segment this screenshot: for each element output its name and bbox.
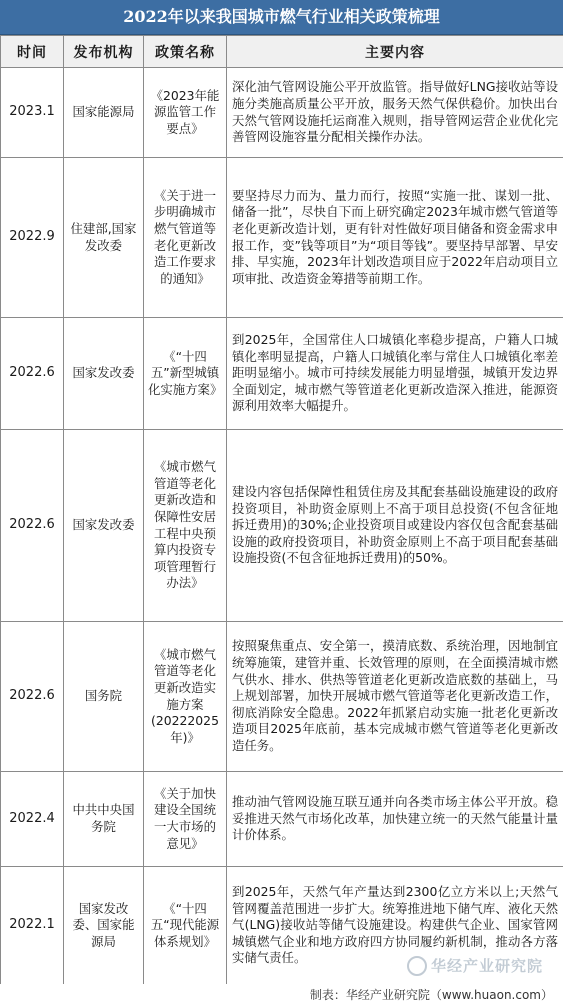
policy-table xyxy=(0,35,563,985)
cell-org: 国家能源局 xyxy=(64,68,144,158)
cell-org: 中共中央国务院 xyxy=(64,772,144,867)
cell-content: 建设内容包括保障性租赁住房及其配套基础设施建设的政府投资项目，补助资金原则上不高于项目总投资(不包含征地拆迁费用)的30%;企业投资项目或建设内容仅包含配套基础设施的政府投资项目，补助资金原则上不高于项目配套基础设施投资(不包含征地拆迁费用)的50%。 xyxy=(227,430,563,622)
cell-time: 2022.9 xyxy=(1,158,64,318)
cell-time: 2023.1 xyxy=(1,68,64,158)
table-header-row xyxy=(1,36,563,68)
header-content: 主要内容 xyxy=(227,36,563,68)
cell-policy-name: 《“十四五”新型城镇化实施方案》 xyxy=(144,318,227,430)
cell-policy-name: 《“十四五“现代能源体系规划》 xyxy=(144,867,227,985)
cell-org: 国家发改委 xyxy=(64,430,144,622)
cell-org: 国家发改委、国家能源局 xyxy=(64,867,144,985)
footer-source: 制表：华经产业研究院（www.huaon.com） xyxy=(0,984,563,1006)
cell-policy-name: 《2023年能源监管工作要点》 xyxy=(144,68,227,158)
cell-content: 到2025年，全国常住人口城镇化率稳步提高，户籍人口城镇化率明显提高，户籍人口城镇化率与常住人口城镇化率差距明显缩小。城市可持续发展能力明显增强，城镇开发边界全面划定，城市燃气等管道老化更新改造深入推进，能源资源利用效率大幅提升。 xyxy=(227,318,563,430)
cell-content: 到2025年，天然气年产量达到2300亿立方米以上;天然气管网覆盖范围进一步扩大。统筹推进地下储气库、液化天然气(LNG)接收站等储气设施建设。构建供气企业、国家管网城镇燃气企业和地方政府四方协同履约新机制，推动各方落实储气责任。 xyxy=(227,867,563,985)
cell-org: 国务院 xyxy=(64,622,144,772)
cell-content: 深化油气管网设施公平开放监管。指导做好LNG接收站等设施分类施高质量公平开放，服务天然气保供稳价。加快出台天然气管网设施托运商准入规则，指导管网运营企业优化完善管网设施容量分配相关操作办法。 xyxy=(227,68,563,158)
page-title: 2022年以来我国城市燃气行业相关政策梳理 xyxy=(0,0,563,35)
table-row xyxy=(1,158,563,318)
header-policy-name: 政策名称 xyxy=(144,36,227,68)
table-row xyxy=(1,772,563,867)
cell-content: 要坚持尽力而为、量力而行，按照“实施一批、谋划一批、储备一批”，尽快自下而上研究确定2023年城市燃气管道等老化更新改造计划，更有针对性做好项目储备和资金需求申报工作，变”钱等项目”为“项目等钱”。要坚持早部署、早安排、早实施，2023年计划改造项目应于2022年启动项目立项审批、改造资金筹措等前期工作。 xyxy=(227,158,563,318)
header-org: 发布机构 xyxy=(64,36,144,68)
cell-content: 推动油气管网设施互联互通并向各类市场主体公平开放。稳妥推进天然气市场化改革，加快建立统一的天然气能量计量计价体系。 xyxy=(227,772,563,867)
cell-org: 住建部,国家发改委 xyxy=(64,158,144,318)
table-row xyxy=(1,622,563,772)
cell-time: 2022.6 xyxy=(1,622,64,772)
cell-time: 2022.1 xyxy=(1,867,64,985)
header-time: 时间 xyxy=(1,36,64,68)
table-row xyxy=(1,318,563,430)
watermark-text: 华经产业研究院 xyxy=(430,956,543,975)
cell-policy-name: 《城市燃气管道等老化更新改造实施方案(20222025年)》 xyxy=(144,622,227,772)
table-row xyxy=(1,430,563,622)
cell-policy-name: 《关于加快建设全国统一大市场的意见》 xyxy=(144,772,227,867)
table-row xyxy=(1,68,563,158)
logo-icon xyxy=(407,956,427,976)
cell-policy-name: 《城市燃气管道等老化更新改造和保障性安居工程中央预算内投资专项管理暂行办法》 xyxy=(144,430,227,622)
cell-time: 2022.6 xyxy=(1,430,64,622)
cell-org: 国家发改委 xyxy=(64,318,144,430)
cell-policy-name: 《关于进一步明确城市燃气管道等老化更新改造工作要求的通知》 xyxy=(144,158,227,318)
cell-time: 2022.6 xyxy=(1,318,64,430)
watermark xyxy=(407,955,543,977)
cell-content: 按照聚焦重点、安全第一，摸清底数、系统治理，因地制宜统筹施策，建管并重、长效管理的原则，在全面摸清城市燃气供水、排水、供热等管道老化更新改造底数的基础上，马上规划部署，加快开展城市燃气管道等老化更新改造工作，彻底消除安全隐患。2022年抓紧启动实施一批老化更新改造项目2025年底前，基本完成城市燃气管道等老化更新改造任务。 xyxy=(227,622,563,772)
cell-time: 2022.4 xyxy=(1,772,64,867)
